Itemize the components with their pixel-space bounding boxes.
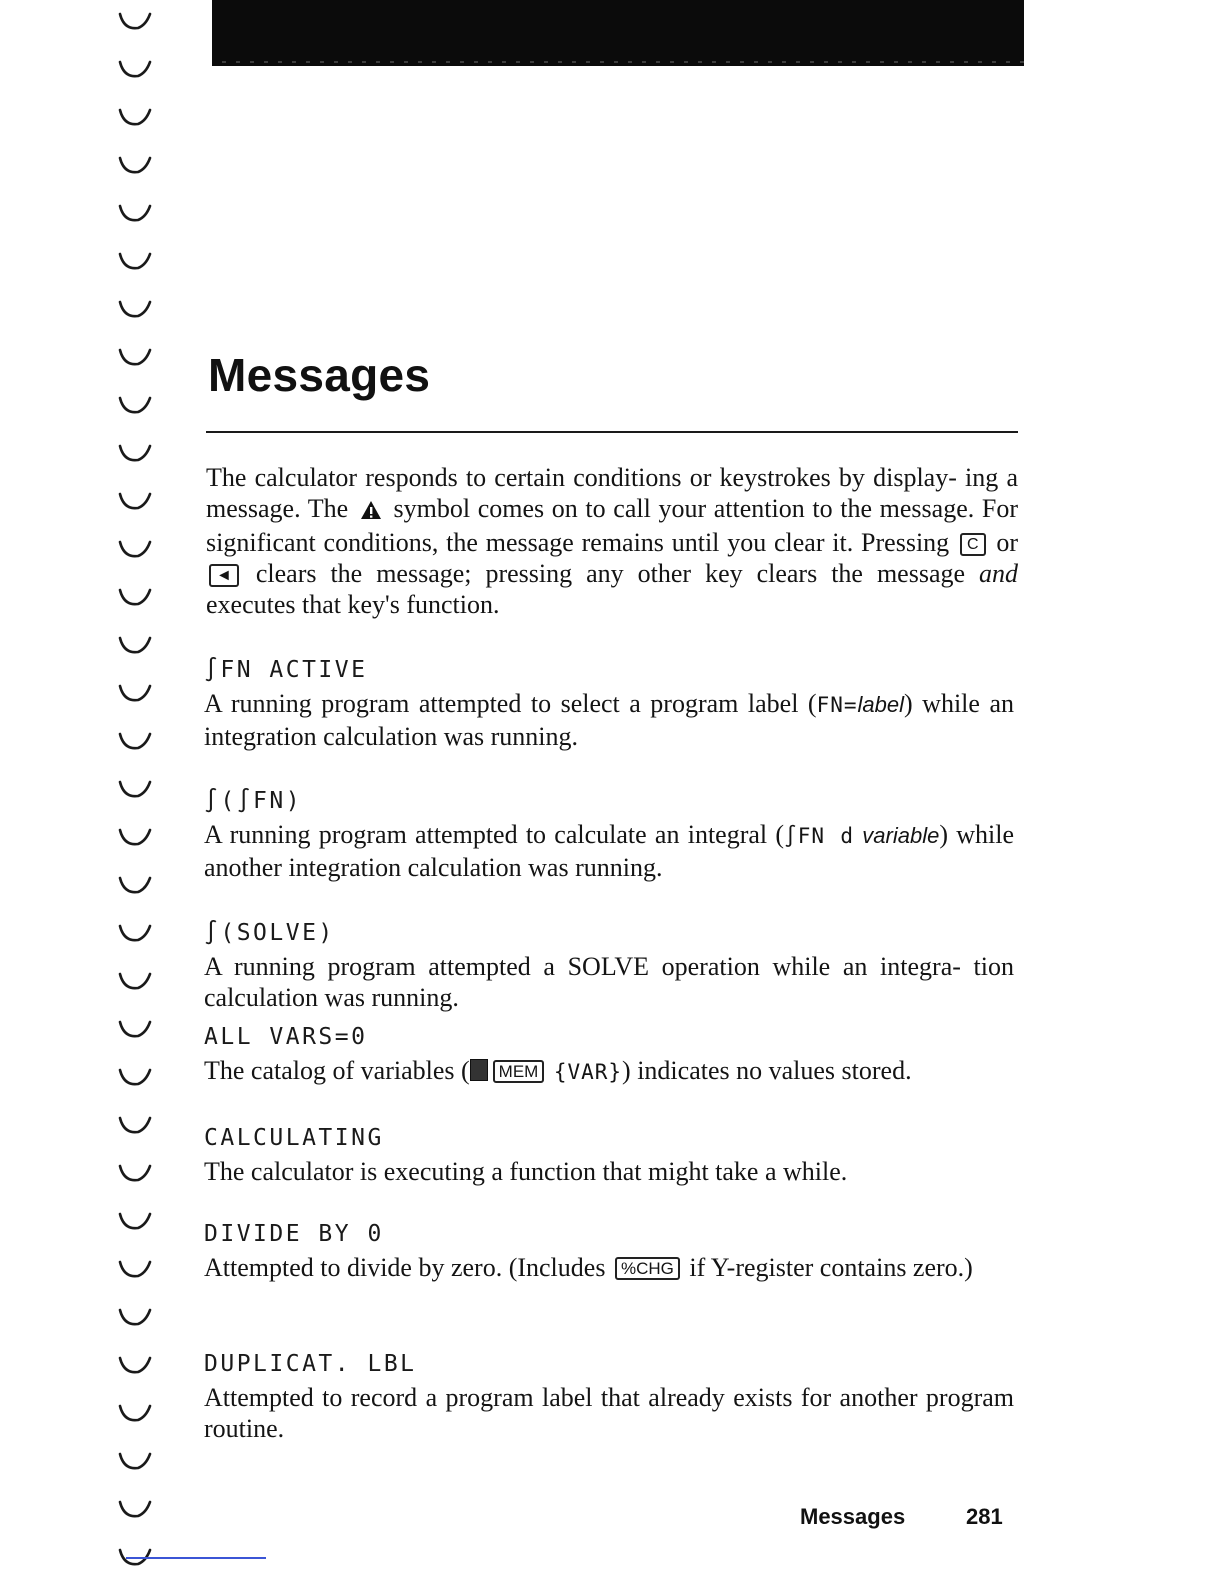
binding-ring [120,1118,150,1132]
binding-ring [120,1070,150,1084]
desc-text: The catalog of variables ( [204,1056,470,1085]
message-name-fn-active: ∫FN ACTIVE [204,657,368,683]
message-desc-all-vars [204,1055,1014,1088]
warning-annunciator-icon [360,496,382,527]
message-name-solve: ∫(SOLVE) [204,920,335,946]
binding-ring [120,158,150,172]
desc-lcd: FN= [816,693,858,717]
binding-ring [120,62,150,76]
desc-text: A running program attempted a SOLVE operation while an integra- tion calculation was running. [204,952,1014,1012]
desc-text: ) while another integration calculation was running. [204,820,1015,882]
desc-lcd: ∫FN d [784,824,855,848]
binding-ring [120,686,150,700]
binding-ring [120,302,150,316]
backspace-key: ◄ [209,564,239,587]
intro-text-5: and [979,559,1019,588]
footer-page-number: 281 [966,1504,1003,1529]
spiral-binding [112,0,162,1584]
message-desc-calculating [204,1156,1014,1187]
mem-key: MEM [493,1060,545,1083]
binding-ring [120,14,150,28]
desc-text: A running program attempted to calculate an integral ( [204,820,785,849]
message-desc-fn-fn [204,819,1014,883]
shift-key-icon [470,1059,488,1081]
desc-text: ) while an integration calculation was running. [204,689,1014,751]
binding-ring [120,206,150,220]
message-name-duplicat-lbl: DUPLICAT. LBL [204,1351,417,1377]
intro-text-3: or [996,528,1019,557]
desc-text: The calculator is executing a function that might take a while. [204,1157,848,1186]
binding-ring [120,974,150,988]
title-rule [206,431,1018,433]
message-desc-fn-active [204,688,1014,752]
message-desc-divide-by-zero [204,1252,1014,1283]
desc-text: A running program attempted to select a program label ( [204,689,817,718]
binding-ring [120,1262,150,1276]
message-desc-duplicat-lbl [204,1382,1014,1444]
message-name-fn-fn: ∫(∫FN) [204,788,303,814]
binding-ring [120,590,150,604]
message-desc-solve [204,951,1014,1013]
binding-ring [120,494,150,508]
intro-paragraph [206,462,1018,620]
binding-ring [120,1454,150,1468]
bottom-edge-line [126,1557,266,1559]
binding-ring [120,830,150,844]
binding-ring [120,254,150,268]
percent-change-key: %CHG [615,1257,680,1280]
intro-text-6: executes that key's function. [206,590,500,619]
binding-ring [120,1502,150,1516]
binding-ring [120,350,150,364]
binding-ring [120,1214,150,1228]
intro-text-4: clears the message; pressing any other key clears the message [255,559,966,588]
desc-italic: label [857,692,905,717]
binding-ring [120,1406,150,1420]
binding-rings-graphic [112,0,162,1584]
desc-text: if Y-register contains zero.) [689,1253,973,1282]
binding-ring [120,1310,150,1324]
binding-ring [120,110,150,124]
binding-ring [120,638,150,652]
binding-ring [120,926,150,940]
page-title: Messages [208,349,431,401]
binding-ring [120,398,150,412]
binding-ring [120,446,150,460]
desc-italic: variable [862,823,940,848]
binding-ring [120,878,150,892]
intro-text-1: The calculator responds to certain conditions or keystrokes by display- ing a message. The [206,463,1018,523]
binding-ring [120,1166,150,1180]
desc-lcd: {VAR} [553,1060,623,1084]
footer-section-label: Messages [800,1504,906,1529]
message-name-all-vars: ALL VARS=0 [204,1024,368,1050]
binding-ring [120,1022,150,1036]
desc-text: ) indicates no values stored. [622,1056,912,1085]
message-name-divide-by-zero: DIVIDE BY 0 [204,1221,384,1247]
binding-ring [120,1358,150,1372]
intro-text-2: symbol comes on to call your attention to the message. For significant conditions, the message remains until you clear it. Pressing [206,494,1019,557]
top-black-bar [212,0,1024,66]
message-name-calculating: CALCULATING [204,1125,384,1151]
binding-ring [120,542,150,556]
desc-text: Attempted to divide by zero. (Includes [204,1253,606,1282]
clear-key: C [960,533,986,556]
desc-text: Attempted to record a program label that already exists for another program routine. [204,1383,1014,1443]
binding-ring [120,734,150,748]
binding-ring [120,782,150,796]
